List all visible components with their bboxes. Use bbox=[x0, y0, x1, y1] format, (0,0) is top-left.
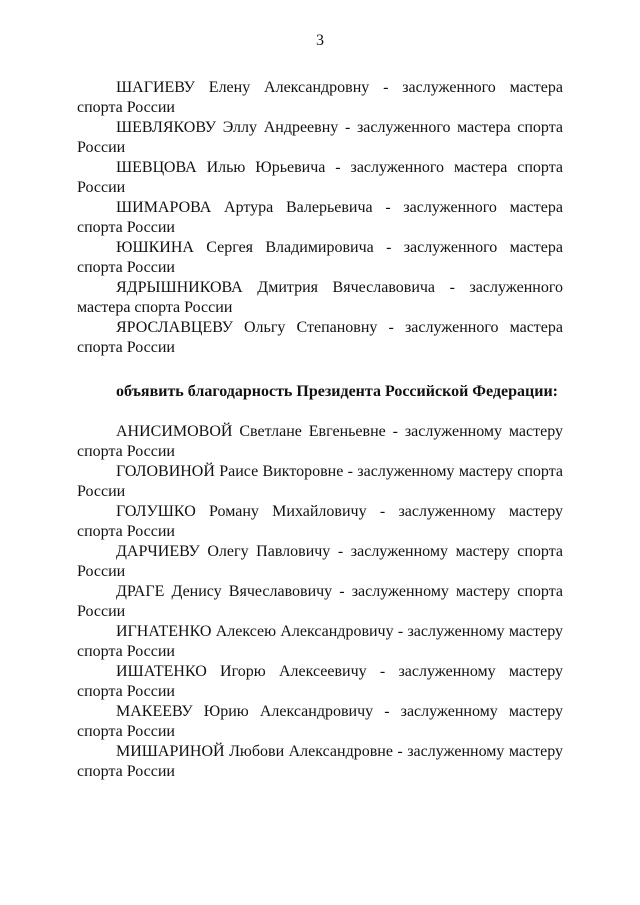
list-item: ДРАГЕ Денису Вячеславовичу - заслуженному мастеру спорта России bbox=[77, 583, 563, 620]
list-item: ГОЛУШКО Роману Михайловичу - заслуженному мастеру спорта России bbox=[77, 503, 563, 540]
list-item: ШЕВЛЯКОВУ Эллу Андреевну - заслуженного мастера спорта России bbox=[77, 119, 563, 156]
page-number: 3 bbox=[316, 32, 324, 49]
list-item: МИШАРИНОЙ Любови Александровне - заслуженному мастеру спорта России bbox=[77, 743, 563, 780]
section-heading: объявить благодарность Президента Российской Федерации: bbox=[116, 383, 558, 400]
awardee-list-gratitude bbox=[77, 422, 563, 782]
list-item: ЯДРЫШНИКОВА Дмитрия Вячеславовича - заслуженного мастера спорта России bbox=[77, 279, 563, 316]
list-item: ГОЛОВИНОЙ Раисе Викторовне - заслуженному мастеру спорта России bbox=[77, 463, 563, 500]
list-item: ИГНАТЕНКО Алексею Александровичу - заслуженному мастеру спорта России bbox=[77, 623, 563, 660]
list-item: МАКЕЕВУ Юрию Александровичу - заслуженному мастеру спорта России bbox=[77, 703, 563, 740]
list-item: АНИСИМОВОЙ Светлане Евгеньевне - заслуженному мастеру спорта России bbox=[77, 423, 563, 460]
list-item: ШИМАРОВА Артура Валерьевича - заслуженного мастера спорта России bbox=[77, 199, 563, 236]
list-item: ШЕВЦОВА Илью Юрьевича - заслуженного мастера спорта России bbox=[77, 159, 563, 196]
awardee-list-honored-masters bbox=[77, 78, 563, 358]
list-item: ШАГИЕВУ Елену Александровну - заслуженного мастера спорта России bbox=[77, 79, 563, 116]
list-item: ИШАТЕНКО Игорю Алексеевичу - заслуженному мастеру спорта России bbox=[77, 663, 563, 700]
list-item: ДАРЧИЕВУ Олегу Павловичу - заслуженному мастеру спорта России bbox=[77, 543, 563, 580]
list-item: ЯРОСЛАВЦЕВУ Ольгу Степановну - заслуженного мастера спорта России bbox=[77, 319, 563, 356]
list-item: ЮШКИНА Сергея Владимировича - заслуженного мастера спорта России bbox=[77, 239, 563, 276]
